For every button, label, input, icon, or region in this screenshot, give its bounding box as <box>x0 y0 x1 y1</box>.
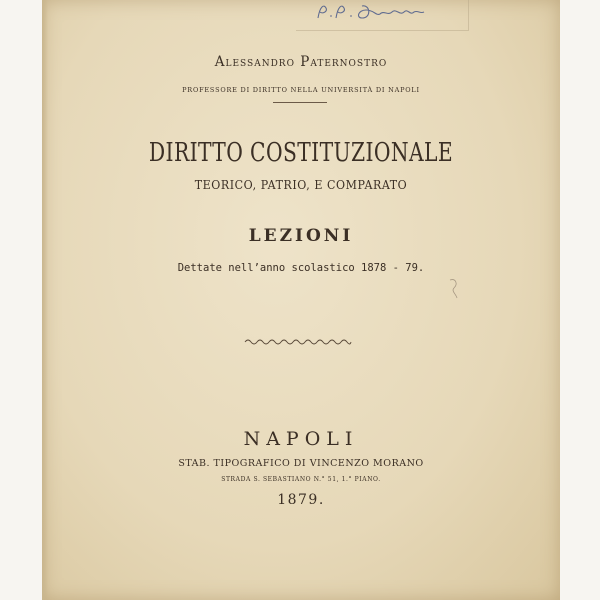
publication-city: NAPOLI <box>243 428 359 450</box>
dictation-note: Dettate nell’anno scolastico 1878 - 79. <box>177 262 425 274</box>
printer-name: STAB. TIPOGRAFICO DI VINCENZO MORANO <box>178 458 424 469</box>
ornamental-flourish <box>243 337 353 347</box>
pencil-mark <box>448 276 460 300</box>
author-affiliation: PROFESSORE DI DIRITTO NELLA UNIVERSITÀ DI NAPOLI <box>182 86 420 94</box>
divider-rule <box>273 102 327 103</box>
publication-year: 1879. <box>277 492 325 508</box>
book-title: DIRITTO COSTITUZIONALE <box>148 138 454 168</box>
printer-address: STRADA S. SEBASTIANO N.° 51, 1.° PIANO. <box>221 476 381 483</box>
book-subtitle: TEORICO, PATRIO, E COMPARATO <box>194 178 408 192</box>
author-name: Alessandro Paternostro <box>214 54 388 70</box>
handwritten-signature <box>310 0 460 22</box>
lezioni-heading: LEZIONI <box>248 226 354 246</box>
